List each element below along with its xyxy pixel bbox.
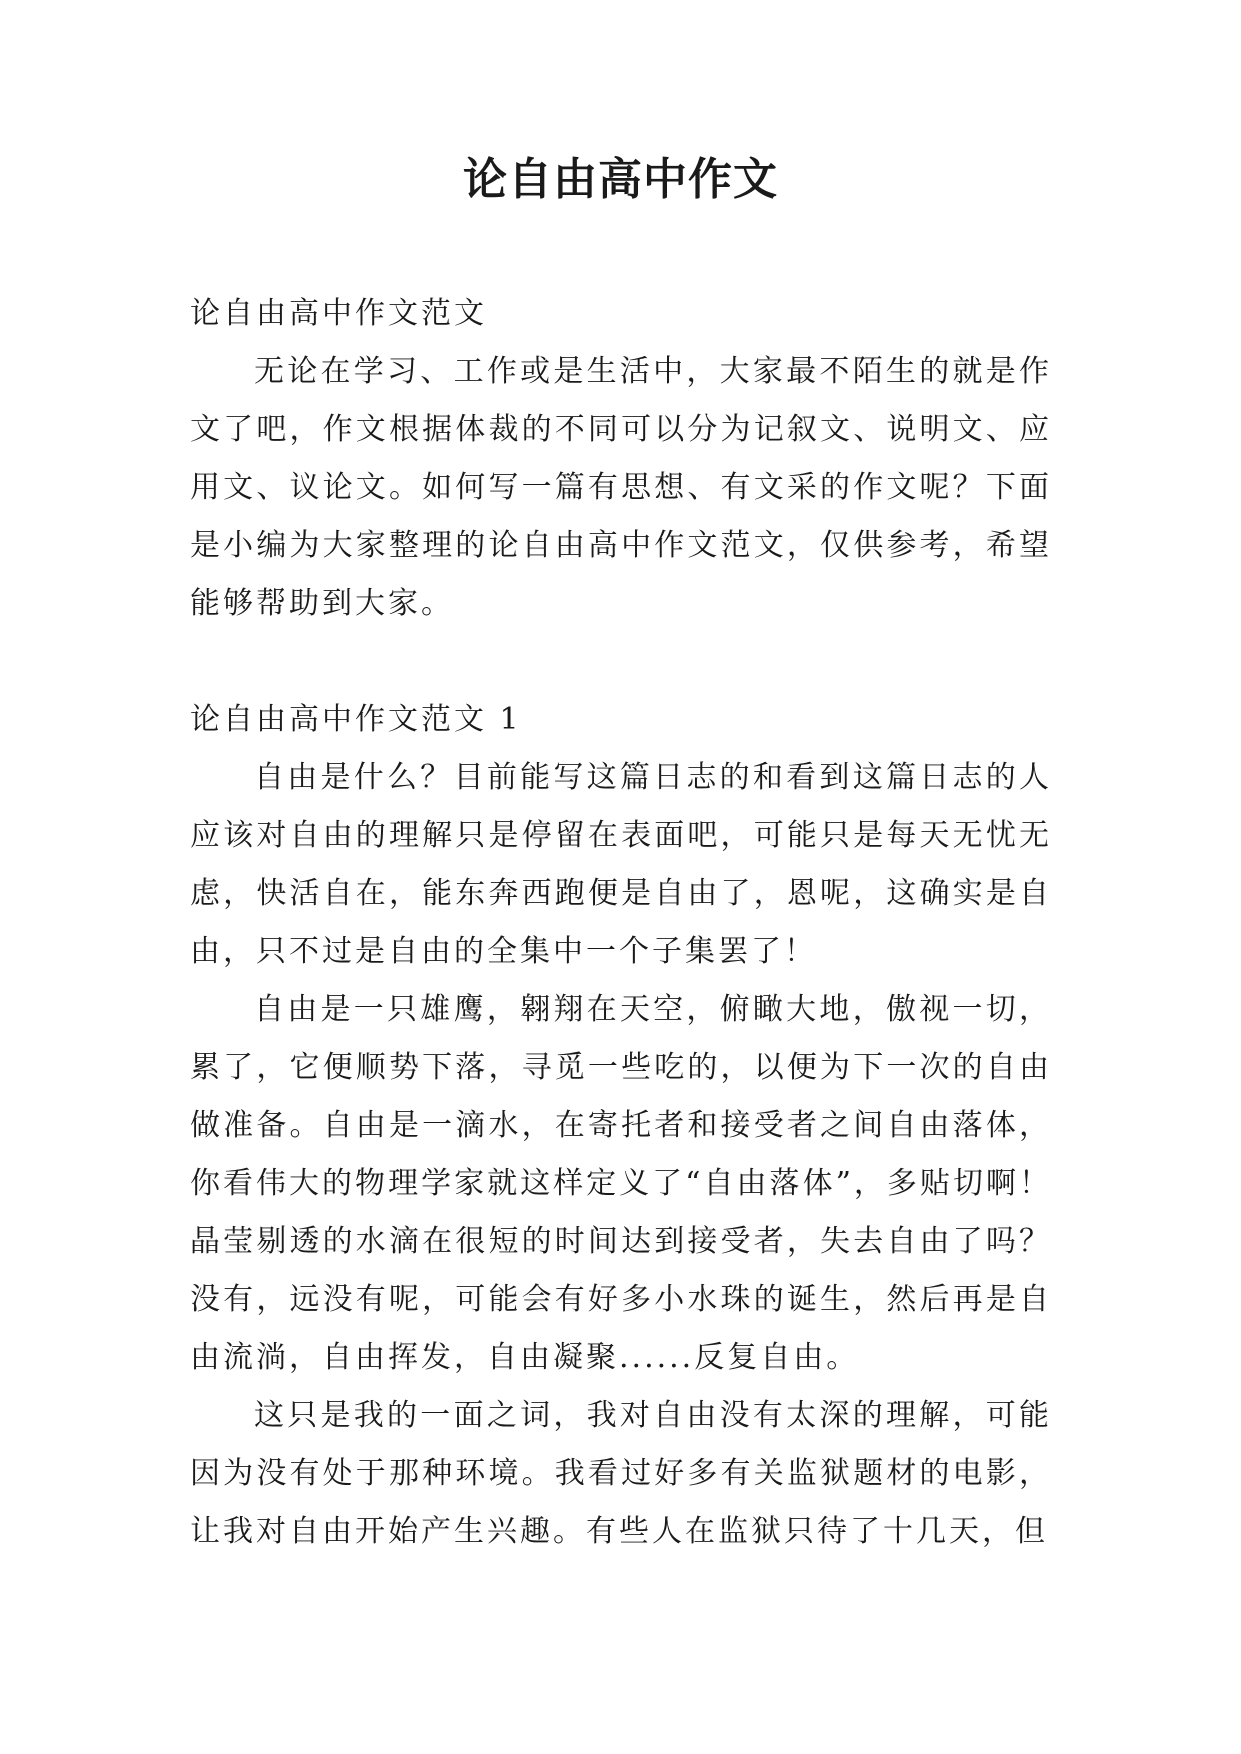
essay-heading: 论自由高中作文范文 1 bbox=[190, 702, 522, 737]
intro-paragraph: 无论在学习、工作或是生活中，大家最不陌生的就是作文了吧，作文根据体裁的不同可以分为记叙文、说明文、应用文、议论文。如何写一篇有思想、有文采的作文呢？下面是小编为大家整理的论自由高中作文范文，仅供参考，希望能够帮助到大家。 bbox=[190, 354, 1052, 621]
essay-paragraph-2: 自由是一只雄鹰，翱翔在天空，俯瞰大地，傲视一切，累了，它便顺势下落，寻觅一些吃的，以便为下一次的自由做准备。自由是一滴水，在寄托者和接受者之间自由落体，你看伟大的物理学家就这样定义了“自由落体”，多贴切啊！晶莹剔透的水滴在很短的时间达到接受者，失去自由了吗？没有，远没有呢，可能会有好多小水珠的诞生，然后再是自由流淌，自由挥发，自由凝聚......反复自由。 bbox=[190, 992, 1052, 1375]
essay-paragraph-1: 自由是什么？目前能写这篇日志的和看到这篇日志的人应该对自由的理解只是停留在表面吧，可能只是每天无忧无虑，快活自在，能东奔西跑便是自由了，恩呢，这确实是自由，只不过是自由的全集中一个子集罢了！ bbox=[190, 760, 1052, 969]
section-spacer bbox=[190, 633, 1052, 691]
essay-paragraph-3: 这只是我的一面之词，我对自由没有太深的理解，可能因为没有处于那种环境。我看过好多有关监狱题材的电影，让我对自由开始产生兴趣。有些人在监狱只待了十几天，但 bbox=[190, 1398, 1052, 1549]
document-title: 论自由高中作文 bbox=[463, 154, 778, 205]
intro-heading: 论自由高中作文范文 bbox=[190, 296, 487, 331]
document-body bbox=[190, 285, 1052, 1561]
